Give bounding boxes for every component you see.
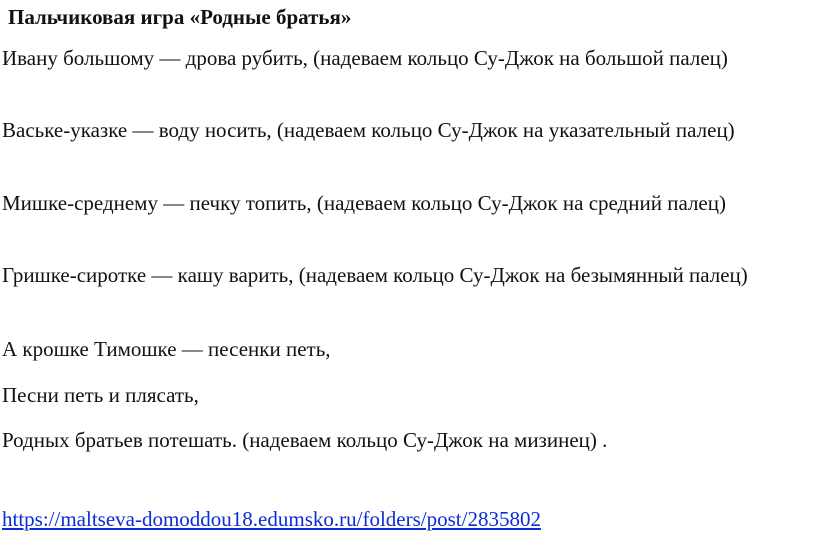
paragraph-little-one: А крошке Тимошке — песенки петь, <box>2 337 331 361</box>
document-title: Пальчиковая игра «Родные братья» <box>8 5 352 29</box>
paragraph-index-finger: Ваське-указке — воду носить, (надеваем кольцо Су-Джок на указательный палец) <box>2 118 735 142</box>
paragraph-ring-finger: Гришке-сиротке — кашу варить, (надеваем кольцо Су-Джок на безымянный палец) <box>2 263 748 287</box>
paragraph-sing-dance: Песни петь и плясать, <box>2 383 199 407</box>
paragraph-pinky: Родных братьев потешать. (надеваем кольцо Су-Джок на мизинец) . <box>2 428 608 452</box>
paragraph-middle-finger: Мишке-среднему — печку топить, (надеваем кольцо Су-Джок на средний палец) <box>2 191 726 215</box>
source-link[interactable]: https://maltseva-domoddou18.edumsko.ru/folders/post/2835802 <box>2 507 541 531</box>
paragraph-thumb: Ивану большому — дрова рубить, (надеваем кольцо Су-Джок на большой палец) <box>2 46 728 70</box>
